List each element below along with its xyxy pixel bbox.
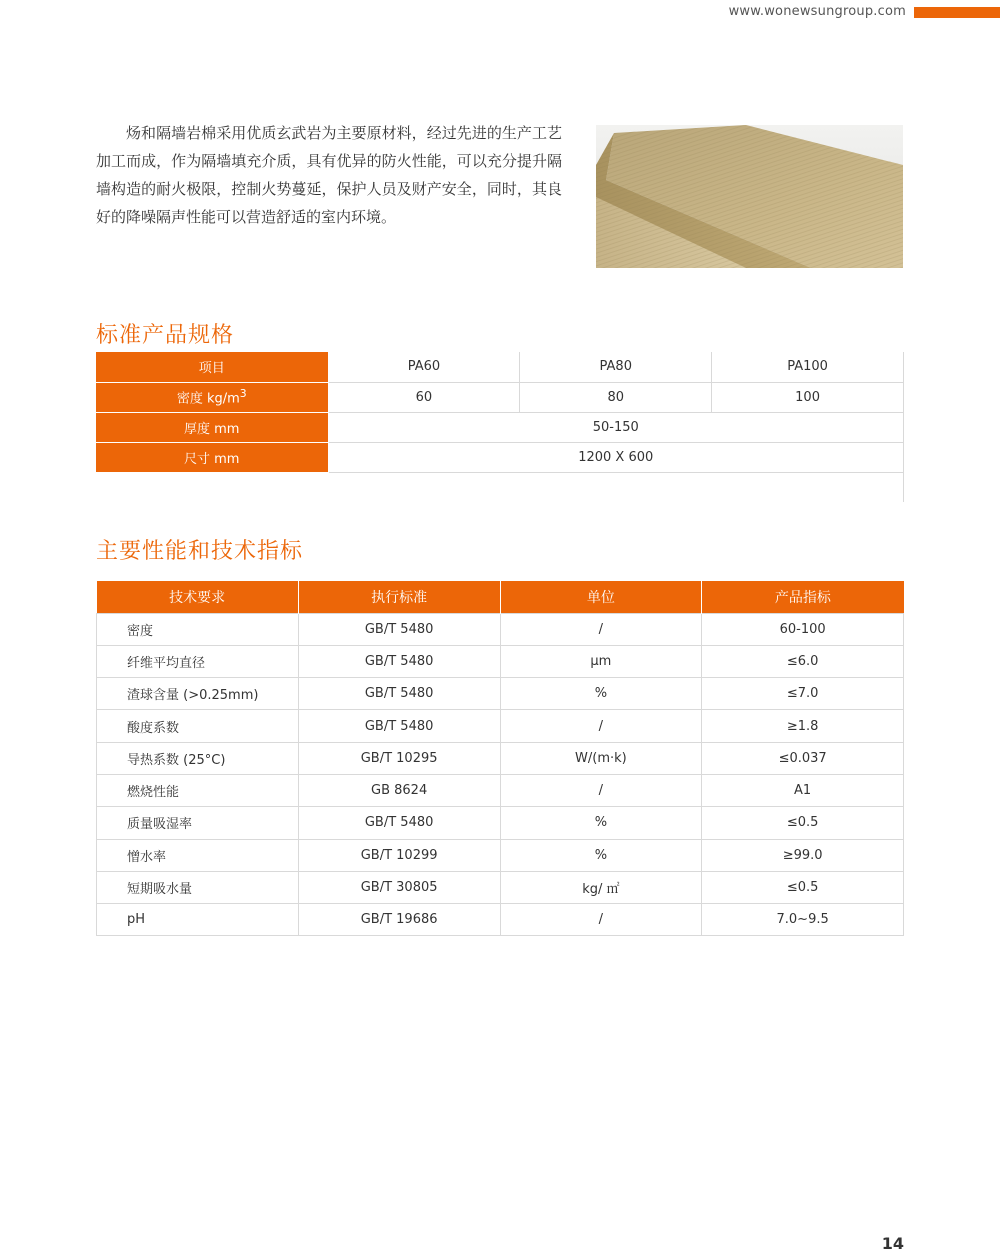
property-standard: GB/T 5480	[298, 807, 500, 839]
table-row	[97, 807, 904, 839]
property-standard: GB/T 5480	[298, 710, 500, 742]
property-unit: kg/ ㎡	[500, 871, 702, 903]
spec-density-pa80: 80	[520, 382, 712, 412]
spec-size-value: 1200 X 600	[328, 442, 904, 472]
property-name: 纤维平均直径	[97, 645, 299, 677]
property-value: ≥99.0	[702, 839, 904, 871]
property-name: 密度	[97, 613, 299, 645]
spec-density-pa60: 60	[328, 382, 520, 412]
spec-model-pa100: PA100	[712, 352, 904, 382]
property-name: pH	[97, 904, 299, 936]
spec-section-title: 标准产品规格	[96, 323, 235, 348]
perf-section-title: 主要性能和技术指标	[96, 539, 304, 564]
property-unit: /	[500, 774, 702, 806]
property-standard: GB/T 10299	[298, 839, 500, 871]
property-unit: %	[500, 678, 702, 710]
property-standard: GB/T 5480	[298, 613, 500, 645]
property-unit: /	[500, 904, 702, 936]
table-row	[97, 710, 904, 742]
column-header: 单位	[500, 581, 702, 613]
property-name: 质量吸湿率	[97, 807, 299, 839]
table-row	[97, 742, 904, 774]
table-row	[97, 774, 904, 806]
performance-table	[96, 581, 904, 936]
density-label-text: 密度 kg/m	[176, 391, 240, 407]
column-header: 产品指标	[702, 581, 904, 613]
property-name: 憎水率	[97, 839, 299, 871]
table-row	[96, 442, 904, 472]
property-unit: /	[500, 613, 702, 645]
property-value: A1	[702, 774, 904, 806]
property-value: ≤6.0	[702, 645, 904, 677]
spec-label-item: 项目	[96, 352, 328, 382]
spec-label-size: 尺寸 mm	[96, 442, 328, 472]
property-value: 60-100	[702, 613, 904, 645]
property-unit: %	[500, 839, 702, 871]
header-accent-bar	[914, 7, 1000, 18]
spec-thickness-value: 50-150	[328, 412, 904, 442]
table-row	[96, 352, 904, 382]
table-row	[96, 412, 904, 442]
table-edge-line	[903, 472, 904, 502]
property-value: ≥1.8	[702, 710, 904, 742]
table-row	[97, 645, 904, 677]
spec-table	[96, 352, 904, 473]
property-value: ≤0.037	[702, 742, 904, 774]
table-row	[97, 904, 904, 936]
table-row	[97, 613, 904, 645]
property-value: ≤0.5	[702, 871, 904, 903]
property-name: 酸度系数	[97, 710, 299, 742]
property-standard: GB/T 19686	[298, 904, 500, 936]
property-standard: GB/T 5480	[298, 678, 500, 710]
property-unit: μm	[500, 645, 702, 677]
table-row	[97, 839, 904, 871]
property-unit: W/(m·k)	[500, 742, 702, 774]
spec-model-pa80: PA80	[520, 352, 712, 382]
property-standard: GB/T 5480	[298, 645, 500, 677]
property-standard: GB 8624	[298, 774, 500, 806]
property-unit: /	[500, 710, 702, 742]
rock-wool-board-photo	[596, 125, 903, 268]
column-header: 执行标准	[298, 581, 500, 613]
property-standard: GB/T 30805	[298, 871, 500, 903]
intro-paragraph: 炀和隔墙岩棉采用优质玄武岩为主要原材料，经过先进的生产工艺加工而成，作为隔墙填充介质，具有优异的防火性能，可以充分提升隔墙构造的耐火极限，控制火势蔓延，保护人员及财产安全，同时，其良好的降噪隔声性能可以营造舒适的室内环境。	[96, 124, 562, 226]
spec-density-pa100: 100	[712, 382, 904, 412]
property-value: ≤7.0	[702, 678, 904, 710]
page-number: 14	[881, 1234, 904, 1253]
spec-label-density	[96, 382, 328, 412]
website-url[interactable]: www.wonewsungroup.com	[728, 4, 906, 19]
property-standard: GB/T 10295	[298, 742, 500, 774]
rock-wool-board-icon	[596, 125, 903, 268]
table-row	[97, 678, 904, 710]
density-unit-superscript: 3	[239, 387, 247, 401]
table-row	[96, 382, 904, 412]
table-header-row	[97, 581, 904, 613]
property-unit: %	[500, 807, 702, 839]
property-name: 短期吸水量	[97, 871, 299, 903]
column-header: 技术要求	[97, 581, 299, 613]
table-row	[97, 871, 904, 903]
property-value: 7.0~9.5	[702, 904, 904, 936]
property-name: 导热系数 (25°C)	[97, 742, 299, 774]
spec-label-thickness: 厚度 mm	[96, 412, 328, 442]
spec-model-pa60: PA60	[328, 352, 520, 382]
property-value: ≤0.5	[702, 807, 904, 839]
property-name: 燃烧性能	[97, 774, 299, 806]
property-name: 渣球含量 (>0.25mm)	[97, 678, 299, 710]
